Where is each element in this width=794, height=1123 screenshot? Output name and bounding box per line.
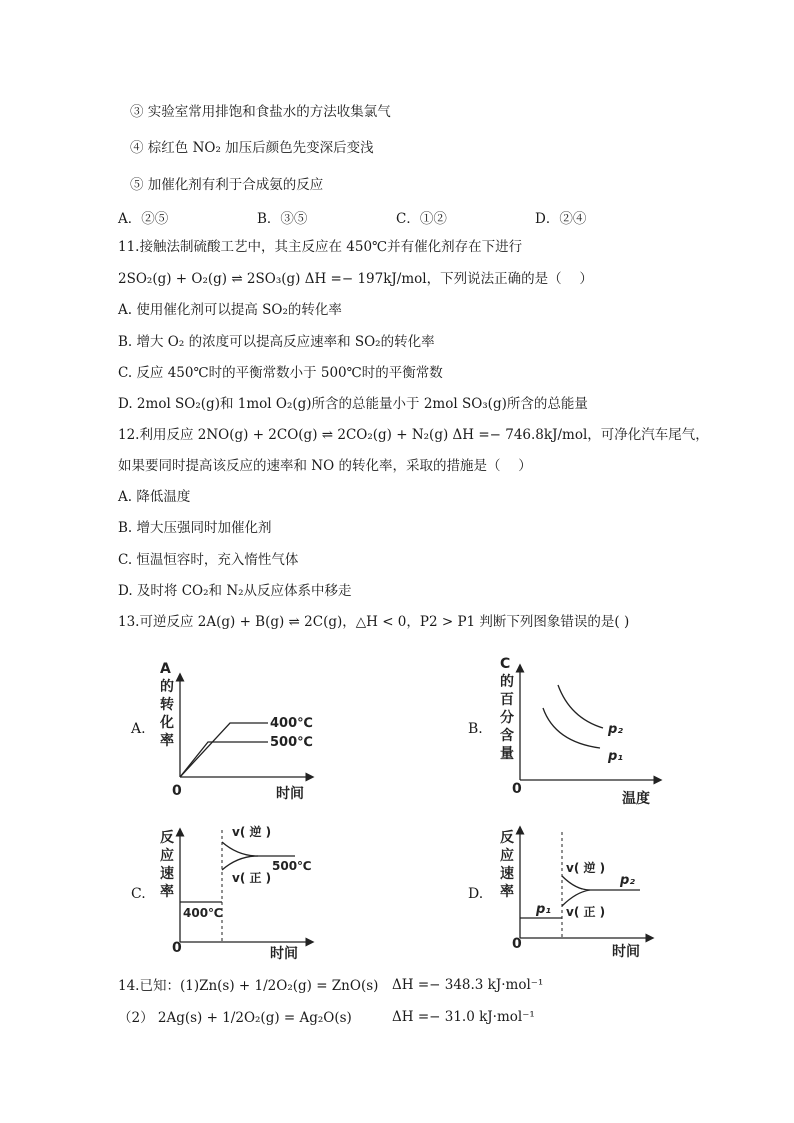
- q12-stem-line2: 如果要同时提高该反应的速率和 NO 的转化率，采取的措施是（ ）: [118, 458, 532, 474]
- q12-option-a: A. 降低温度: [118, 489, 191, 505]
- graph-a-ylabel-3: 转: [160, 697, 174, 713]
- graph-a-ylabel-2: 的: [160, 679, 174, 695]
- graph-a: [150, 655, 330, 810]
- q14-dh2: ΔH =− 31.0 kJ·mol⁻¹: [392, 1009, 535, 1025]
- graph-d: [490, 820, 670, 965]
- graph-c: [150, 820, 330, 965]
- graph-a-origin: 0: [172, 783, 182, 799]
- q11-option-c: C. 反应 450℃时的平衡常数小于 500℃时的平衡常数: [118, 365, 443, 381]
- graph-c-label: C.: [131, 886, 146, 902]
- graph-c-forward-rate: [222, 856, 258, 870]
- graph-d-reverse-label: v( 逆 ): [566, 861, 606, 875]
- graph-b-ylabel-2: 的: [500, 674, 514, 690]
- graph-c-xlabel: 时间: [270, 946, 298, 962]
- q12-option-d: D. 及时将 CO₂和 N₂从反应体系中移走: [118, 583, 352, 599]
- graph-c-temp-500: 500℃: [272, 859, 312, 873]
- graph-b-ylabel-4: 分: [500, 710, 514, 726]
- graph-b-ylabel-3: 百: [500, 692, 514, 708]
- q12-option-c: C. 恒温恒容时，充入惰性气体: [118, 552, 299, 568]
- q13-stem: 13.可逆反应 2A(g) + B(g) ⇌ 2C(g)，△H < 0，P2 > P1 判断下列图象错误的是( ): [118, 614, 630, 630]
- q12-option-b: B. 增大压强同时加催化剂: [118, 520, 272, 536]
- q11-option-d: D. 2mol SO₂(g)和 1mol O₂(g)所含的总能量小于 2mol SO₃(g)所含的总能量: [118, 396, 588, 412]
- graph-b-ylabel-6: 量: [500, 746, 514, 762]
- graph-d-ylabel-1: 反: [500, 830, 514, 846]
- q11-option-a: A. 使用催化剂可以提高 SO₂的转化率: [118, 302, 342, 318]
- graph-a-label-500: 500℃: [270, 735, 313, 750]
- graph-d-ylabel-3: 速: [500, 866, 514, 882]
- q10-item-4: ④ 棕红色 NO₂ 加压后颜色先变深后变浅: [130, 140, 374, 156]
- graph-b-curve-p2: [558, 685, 603, 728]
- graph-a-curve-400: [180, 723, 268, 777]
- graph-c-temp-400: 400℃: [183, 906, 223, 920]
- graph-a-ylabel-5: 率: [160, 733, 174, 749]
- q10-option-a: A．②⑤: [118, 211, 169, 227]
- graph-c-origin: 0: [172, 940, 182, 956]
- q12-stem-line1: 12.利用反应 2NO(g) + 2CO(g) ⇌ 2CO₂(g) + N₂(g) ΔH =− 746.8kJ/mol，可净化汽车尾气，: [118, 427, 709, 443]
- graph-d-origin: 0: [512, 936, 522, 952]
- graph-c-forward-label: v( 正 ): [232, 871, 272, 885]
- graph-d-forward-label: v( 正 ): [566, 905, 606, 919]
- q11-stem-line2: 2SO₂(g) + O₂(g) ⇌ 2SO₃(g) ΔH =− 197kJ/mol，下列说法正确的是（ ）: [118, 271, 593, 287]
- q10-item-3: ③ 实验室常用排饱和食盐水的方法收集氯气: [130, 104, 391, 120]
- graph-d-ylabel-2: 应: [500, 848, 514, 864]
- q10-option-b: B．③⑤: [257, 211, 308, 227]
- graph-d-forward-rate: [562, 890, 590, 906]
- graph-a-label-400: 400℃: [270, 716, 313, 731]
- q14-stem: 14.已知：(1)Zn(s) + 1/2O₂(g) = ZnO(s): [118, 978, 379, 994]
- graph-d-label-p1: p₁: [536, 902, 551, 917]
- graph-a-label: A.: [131, 721, 146, 737]
- graph-b-xlabel: 温度: [622, 791, 650, 807]
- graph-d-label: D.: [468, 886, 484, 902]
- q14-dh1: ΔH =− 348.3 kJ·mol⁻¹: [392, 977, 544, 993]
- q14-line2: （2） 2Ag(s) + 1/2O₂(g) = Ag₂O(s): [118, 1010, 352, 1026]
- graph-a-ylabel-4: 化: [160, 715, 174, 731]
- graph-a-ylabel-1: A: [160, 661, 171, 677]
- graph-c-ylabel-2: 应: [160, 848, 174, 864]
- graph-c-ylabel-3: 速: [160, 866, 174, 882]
- graph-d-ylabel-4: 率: [500, 884, 514, 900]
- graph-b-curve-p1: [543, 708, 600, 748]
- graph-c-ylabel-1: 反: [160, 830, 174, 846]
- graph-c-reverse-rate: [222, 842, 295, 856]
- q10-item-5: ⑤ 加催化剂有利于合成氨的反应: [130, 177, 324, 193]
- q10-option-d: D．②④: [535, 211, 587, 227]
- graph-d-xlabel: 时间: [612, 944, 640, 960]
- graph-b-label-p1: p₁: [608, 749, 623, 764]
- graph-a-curve-500: [180, 742, 268, 777]
- graph-a-xlabel: 时间: [276, 786, 304, 802]
- q10-option-c: C．①②: [396, 211, 447, 227]
- graph-c-ylabel-4: 率: [160, 884, 174, 900]
- graph-c-reverse-label: v( 逆 ): [232, 825, 272, 839]
- q11-stem-line1: 11.接触法制硫酸工艺中，其主反应在 450℃并有催化剂存在下进行: [118, 239, 523, 255]
- graph-d-label-p2: p₂: [620, 873, 635, 888]
- graph-b-ylabel-1: C: [500, 656, 511, 672]
- graph-b-label-p2: p₂: [608, 722, 623, 737]
- graph-b-label: B.: [468, 721, 483, 737]
- q11-option-b: B. 增大 O₂ 的浓度可以提高反应速率和 SO₂的转化率: [118, 334, 435, 350]
- graph-b: [490, 650, 670, 810]
- graph-b-origin: 0: [512, 781, 522, 797]
- graph-b-ylabel-5: 含: [500, 728, 514, 744]
